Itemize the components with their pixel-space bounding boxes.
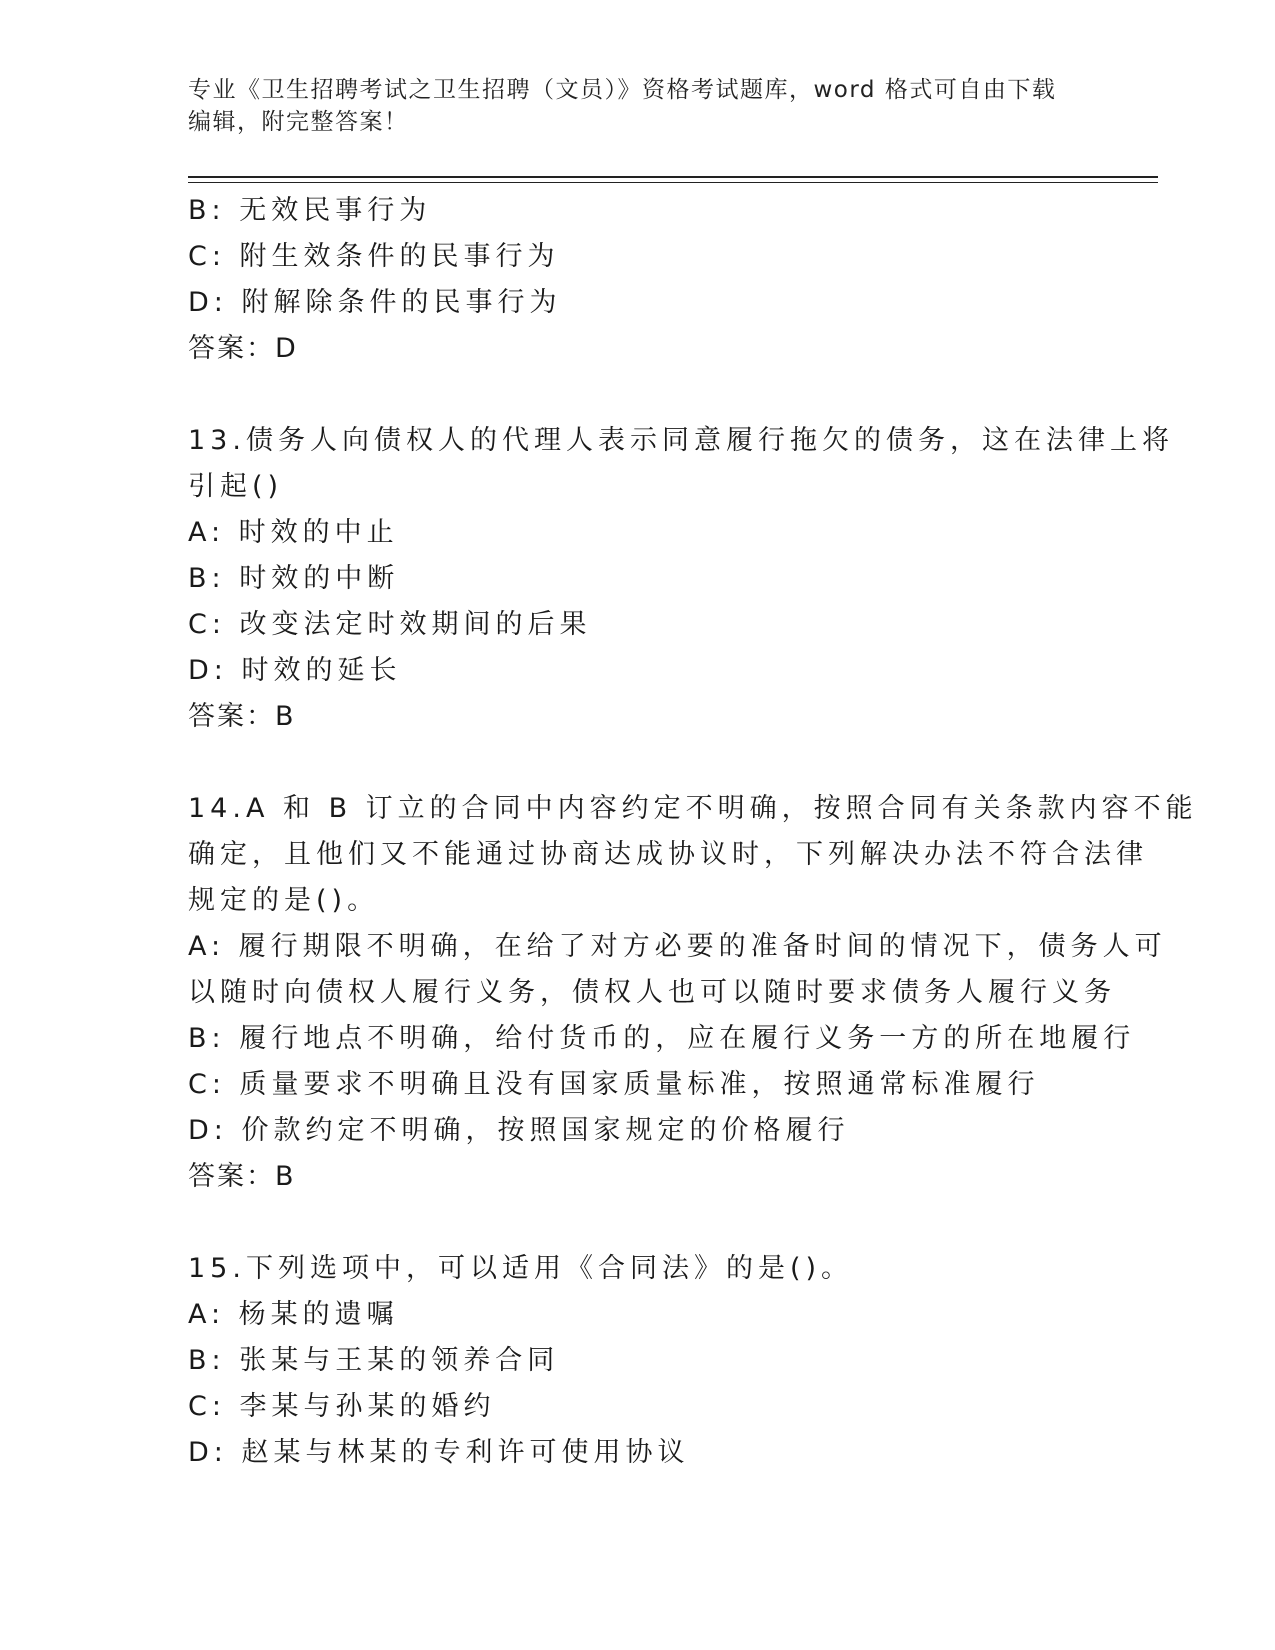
option-b: B: 时效的中断 — [188, 563, 400, 594]
option-a-line-1: A: 履行期限不明确，在给了对方必要的准备时间的情况下，债务人可 — [188, 931, 1167, 962]
answer-line: 答案：B — [188, 1161, 296, 1192]
option-b: B: 张某与王某的领养合同 — [188, 1345, 560, 1376]
option-d: D: 时效的延长 — [188, 655, 402, 686]
option-b: B: 无效民事行为 — [188, 195, 432, 226]
option-d: D: 附解除条件的民事行为 — [188, 287, 562, 318]
question-text-line-1: 14.A 和 B 订立的合同中内容约定不明确，按照合同有关条款内容不能 — [188, 793, 1198, 824]
question-14-block — [188, 786, 1198, 1200]
spacer — [188, 740, 1088, 786]
option-d: D: 赵某与林某的专利许可使用协议 — [188, 1437, 690, 1468]
answer-line: 答案：D — [188, 333, 298, 364]
option-c: C: 李某与孙某的婚约 — [188, 1391, 496, 1422]
question-text-line-1: 13.债务人向债权人的代理人表示同意履行拖欠的债务，这在法律上将 — [188, 425, 1174, 456]
spacer — [188, 372, 1088, 418]
option-d: D: 价款约定不明确，按照国家规定的价格履行 — [188, 1115, 850, 1146]
question-text-line-2: 确定，且他们又不能通过协商达成协议时，下列解决办法不符合法律 — [188, 839, 1148, 870]
header-rule-thick — [188, 176, 1158, 178]
header-line-1: 专业《卫生招聘考试之卫生招聘（文员）》资格考试题库，word 格式可自由下载 — [188, 77, 1057, 103]
answer-line: 答案：B — [188, 701, 296, 732]
option-a: A: 时效的中止 — [188, 517, 399, 548]
spacer — [188, 1200, 1088, 1246]
question-list — [188, 188, 1198, 1476]
question-text-line-2: 引起() — [188, 471, 284, 502]
header-rule-thin — [188, 182, 1158, 183]
question-15-block — [188, 1246, 1088, 1476]
question-12-block — [188, 188, 1088, 372]
option-c: C: 改变法定时效期间的后果 — [188, 609, 592, 640]
question-13-block — [188, 418, 1174, 740]
option-a-line-2: 以随时向债权人履行义务，债权人也可以随时要求债务人履行义务 — [188, 977, 1116, 1008]
header-line-2: 编辑，附完整答案！ — [188, 109, 409, 135]
question-text: 15.下列选项中，可以适用《合同法》的是()。 — [188, 1253, 854, 1284]
document-header — [188, 74, 1068, 138]
question-text-line-3: 规定的是()。 — [188, 885, 380, 916]
option-c: C: 质量要求不明确且没有国家质量标准，按照通常标准履行 — [188, 1069, 1040, 1100]
option-a: A: 杨某的遗嘱 — [188, 1299, 399, 1330]
option-b: B: 履行地点不明确，给付货币的，应在履行义务一方的所在地履行 — [188, 1023, 1136, 1054]
option-c: C: 附生效条件的民事行为 — [188, 241, 560, 272]
